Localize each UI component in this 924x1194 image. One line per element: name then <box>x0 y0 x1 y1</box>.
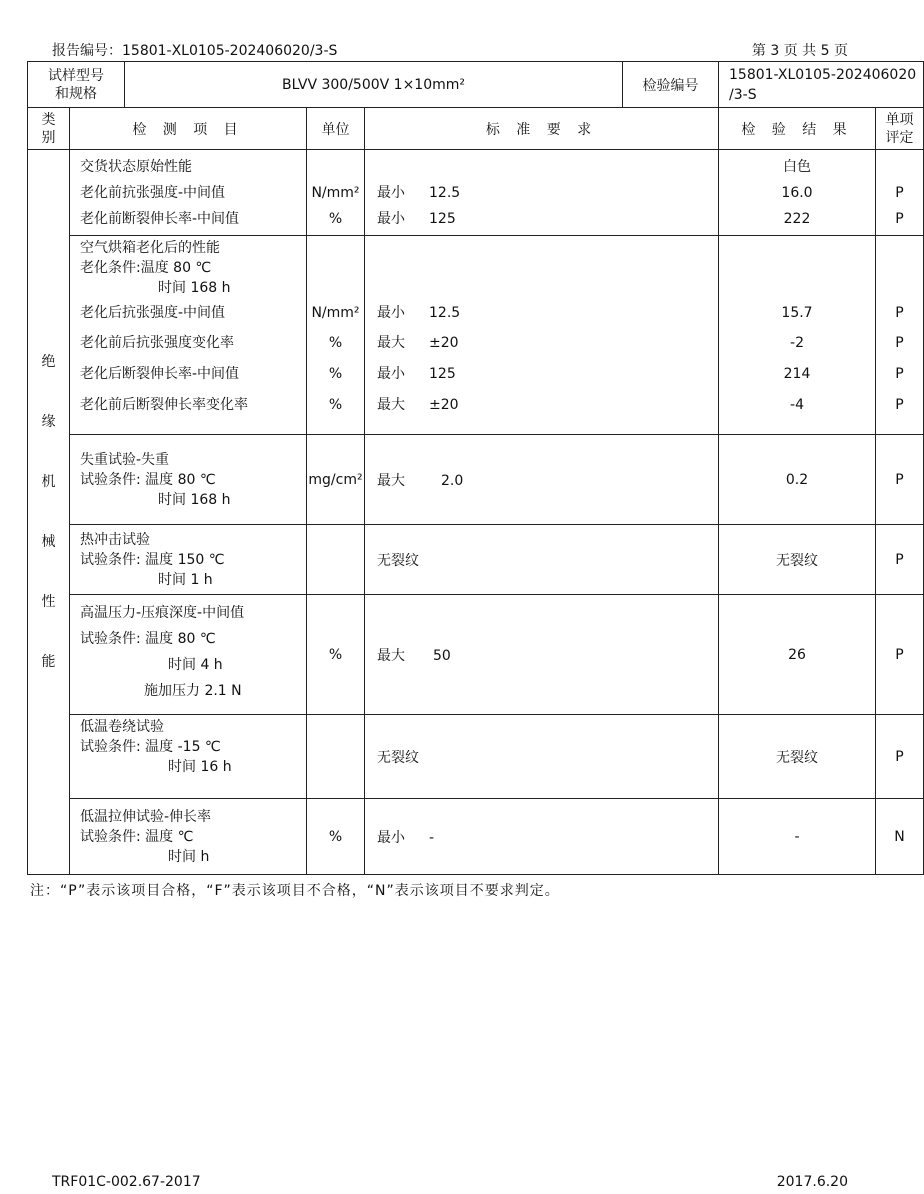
standard-label: 最小 <box>377 829 405 846</box>
item-line: 试验条件: 温度 -15 ℃ <box>80 739 221 755</box>
judge-line: P <box>895 335 904 351</box>
col-judge-2: 评定 <box>885 129 914 146</box>
item-line: 交货状态原始性能 <box>80 158 192 175</box>
item-line: 试验条件: 温度 ℃ <box>80 828 194 845</box>
model-label-line2: 和规格 <box>55 85 97 102</box>
model-label-line1: 试样型号 <box>48 67 104 84</box>
standard-value: 2.0 <box>441 472 464 489</box>
standard-value: 50 <box>433 647 451 664</box>
judge-line: P <box>895 305 904 321</box>
standard-line: 最小 125 <box>377 366 456 382</box>
standard-cell <box>365 799 719 875</box>
unit-cell: % <box>307 595 365 715</box>
item-line: 时间 16 h <box>168 759 232 775</box>
result-cell <box>719 150 876 236</box>
item-line: 热冲击试验 <box>80 531 150 548</box>
standard-cell: 无裂纹 <box>365 715 719 799</box>
result-cell: 无裂纹 <box>719 525 876 595</box>
item-line: 低温卷绕试验 <box>80 719 164 735</box>
item-cell <box>70 595 307 715</box>
test-no-line1: 15801-XL0105-202406020 <box>729 66 917 83</box>
judge-cell: P <box>876 595 924 715</box>
col-category <box>28 108 70 150</box>
judge-cell: P <box>876 435 924 525</box>
result-line: -2 <box>790 335 804 351</box>
result-cell: 0.2 <box>719 435 876 525</box>
model-value: BLVV 300/500V 1×10mm² <box>125 62 623 108</box>
judge-cell: N <box>876 799 924 875</box>
category-char: 缘 <box>41 414 56 430</box>
result-line: 222 <box>783 210 811 227</box>
item-cell <box>70 435 307 525</box>
unit-cell: % <box>307 799 365 875</box>
standard-label: 最大 <box>377 472 405 489</box>
unit-line <box>307 154 364 180</box>
item-line: 老化前断裂伸长率-中间值 <box>80 210 240 227</box>
item-line: 老化前抗张强度-中间值 <box>80 184 226 201</box>
standard-line: 最小 125 <box>377 210 456 227</box>
judge-line: P <box>895 397 904 413</box>
standard-line: 最小 12.5 <box>377 305 461 321</box>
judge-line: P <box>895 366 904 382</box>
item-line: 试验条件: 温度 150 ℃ <box>80 551 225 568</box>
table-row <box>28 799 924 875</box>
standard-value: - <box>429 829 435 846</box>
category-cell <box>28 150 70 875</box>
item-cell <box>70 150 307 236</box>
report-number: 报告编号：15801-XL0105-202406020/3-S <box>52 43 338 59</box>
table-row <box>28 435 924 525</box>
col-category-1: 类 <box>41 111 56 128</box>
judge-cell: P <box>876 715 924 799</box>
unit-line: N/mm² <box>311 305 360 321</box>
col-judge-1: 单项 <box>885 111 914 128</box>
item-line: 失重试验-失重 <box>80 451 170 468</box>
category-char: 绝 <box>41 354 56 370</box>
col-unit: 单位 <box>307 108 365 150</box>
result-line: 16.0 <box>781 184 813 201</box>
item-line: 老化条件:温度 80 ℃ <box>80 260 212 276</box>
judge-cell <box>876 150 924 236</box>
result-cell: 26 <box>719 595 876 715</box>
item-cell <box>70 525 307 595</box>
test-no-value <box>719 62 924 108</box>
unit-line: % <box>328 397 343 413</box>
item-cell <box>70 799 307 875</box>
form-date: 2017.6.20 <box>776 1174 848 1190</box>
standard-cell: 无裂纹 <box>365 525 719 595</box>
item-line: 时间 168 h <box>158 280 231 296</box>
item-line: 时间 1 h <box>158 571 213 588</box>
column-header-row <box>28 108 924 150</box>
item-line: 时间 4 h <box>168 656 223 673</box>
item-cell <box>70 715 307 799</box>
category-char: 机 <box>41 474 56 490</box>
legend-note: 注：“P”表示该项目合格，“F”表示该项目不合格，“N”表示该项目不要求判定。 <box>30 883 560 899</box>
item-line: 老化后抗张强度-中间值 <box>80 305 226 321</box>
unit-cell <box>307 715 365 799</box>
item-line: 施加压力 2.1 N <box>144 682 242 699</box>
standard-cell <box>365 236 719 435</box>
unit-line: % <box>328 335 343 351</box>
col-judge <box>876 108 924 150</box>
table-row <box>28 715 924 799</box>
judge-cell <box>876 236 924 435</box>
table-row <box>28 525 924 595</box>
result-line: 214 <box>783 366 811 382</box>
result-cell <box>719 236 876 435</box>
item-line: 试验条件: 温度 80 ℃ <box>80 471 216 488</box>
unit-line: N/mm² <box>311 184 360 201</box>
judge-line <box>876 154 923 180</box>
item-line: 老化前后断裂伸长率变化率 <box>80 397 248 413</box>
standard-label: 最大 <box>377 647 405 664</box>
unit-cell: mg/cm² <box>307 435 365 525</box>
item-line: 空气烘箱老化后的性能 <box>80 240 220 256</box>
category-char: 性 <box>41 594 56 610</box>
result-cell: - <box>719 799 876 875</box>
unit-line: % <box>328 366 343 382</box>
table-row <box>28 236 924 435</box>
standard-line <box>377 154 718 180</box>
form-number: TRF01C-002.67-2017 <box>52 1174 201 1190</box>
item-line: 试验条件: 温度 80 ℃ <box>80 630 216 647</box>
col-item: 检 测 项 目 <box>70 108 307 150</box>
standard-line: 最大 ±20 <box>377 335 459 351</box>
item-line: 高温压力-压痕深度-中间值 <box>80 604 245 621</box>
standard-line: 最大 ±20 <box>377 397 459 413</box>
test-report-table <box>27 61 924 875</box>
unit-cell <box>307 236 365 435</box>
col-standard: 标 准 要 求 <box>365 108 719 150</box>
page-indicator: 第 3 页 共 5 页 <box>751 43 848 59</box>
item-line: 老化后断裂伸长率-中间值 <box>80 366 240 382</box>
judge-line: P <box>895 210 904 227</box>
standard-cell <box>365 595 719 715</box>
unit-cell <box>307 150 365 236</box>
judge-line: P <box>895 184 904 201</box>
test-no-label: 检验编号 <box>623 62 719 108</box>
info-row <box>28 62 924 108</box>
model-label <box>28 62 125 108</box>
standard-cell <box>365 435 719 525</box>
result-cell: 无裂纹 <box>719 715 876 799</box>
table-row <box>28 595 924 715</box>
test-no-line2: /3-S <box>729 86 757 103</box>
item-line: 老化前后抗张强度变化率 <box>80 335 234 351</box>
judge-cell: P <box>876 525 924 595</box>
col-category-2: 别 <box>41 129 56 146</box>
result-line: 白色 <box>783 158 812 175</box>
unit-line: % <box>328 210 343 227</box>
result-line: 15.7 <box>781 305 813 321</box>
standard-cell <box>365 150 719 236</box>
unit-cell <box>307 525 365 595</box>
item-line: 时间 h <box>168 848 210 865</box>
standard-line: 最小 12.5 <box>377 184 461 201</box>
category-char: 能 <box>41 654 56 670</box>
table-row <box>28 150 924 236</box>
category-char: 械 <box>41 534 56 550</box>
item-cell <box>70 236 307 435</box>
item-line: 时间 168 h <box>158 491 231 508</box>
col-result: 检 验 结 果 <box>719 108 876 150</box>
result-line: -4 <box>790 397 804 413</box>
item-line: 低温拉伸试验-伸长率 <box>80 808 212 825</box>
